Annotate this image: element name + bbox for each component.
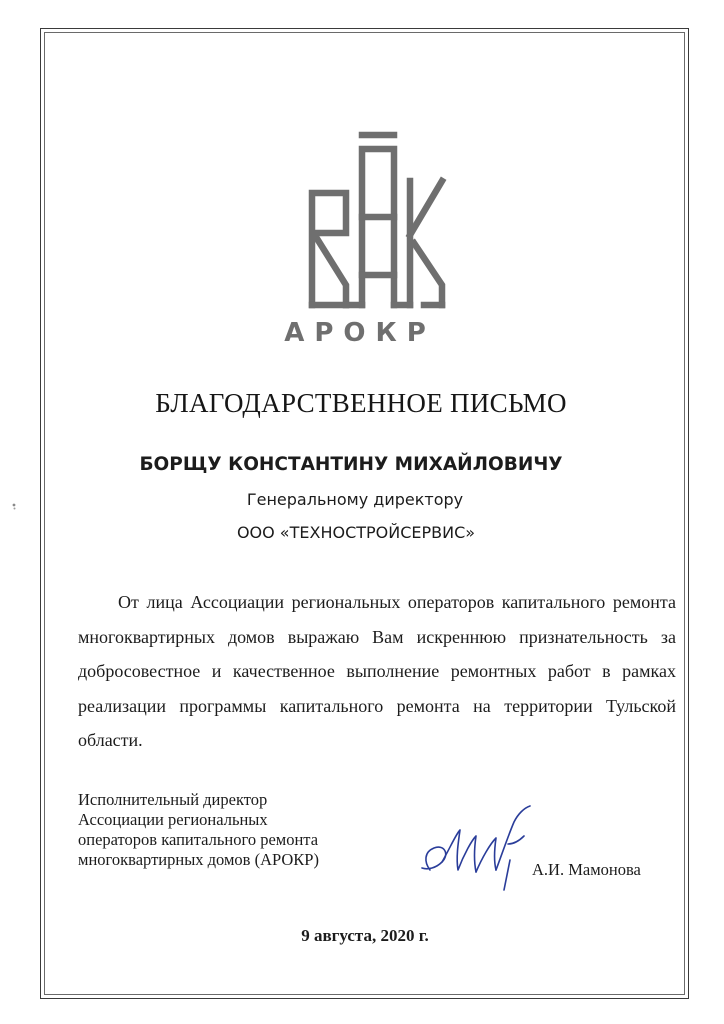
letter-date: 9 августа, 2020 г. <box>301 926 429 945</box>
arokr-logo-icon <box>304 125 452 315</box>
recipient-organization: ООО «ТЕХНОСТРОЙСЕРВИС» <box>236 523 476 542</box>
signer-title <box>78 790 418 870</box>
letter-body: От лица Ассоциации региональных операторов капитального ремонта многоквартирных домов выражаю Вам искреннюю признательность за добросовестное и качественное выполнение ремонтных работ в рамках реализации программы капитального ремонта на территории Тульской области. <box>78 592 676 750</box>
signer-name: А.И. Мамонова <box>532 860 641 879</box>
signer-title-line: Исполнительный директор <box>78 790 268 809</box>
paper-speck <box>11 502 17 511</box>
signer-title-line: Ассоциации региональных <box>78 810 268 829</box>
recipient-position: Генеральному директору <box>246 490 464 509</box>
signer-title-line: многоквартирных домов (АРОКР) <box>78 850 319 869</box>
letter-title: БЛАГОДАРСТВЕННОЕ ПИСЬМО <box>155 388 567 418</box>
logo-wordmark: АРОКР <box>284 318 436 348</box>
recipient-name: БОРЩУ КОНСТАНТИНУ МИХАЙЛОВИЧУ <box>139 454 563 475</box>
signer-title-line: операторов капитального ремонта <box>78 830 319 849</box>
handwritten-signature <box>410 800 550 895</box>
